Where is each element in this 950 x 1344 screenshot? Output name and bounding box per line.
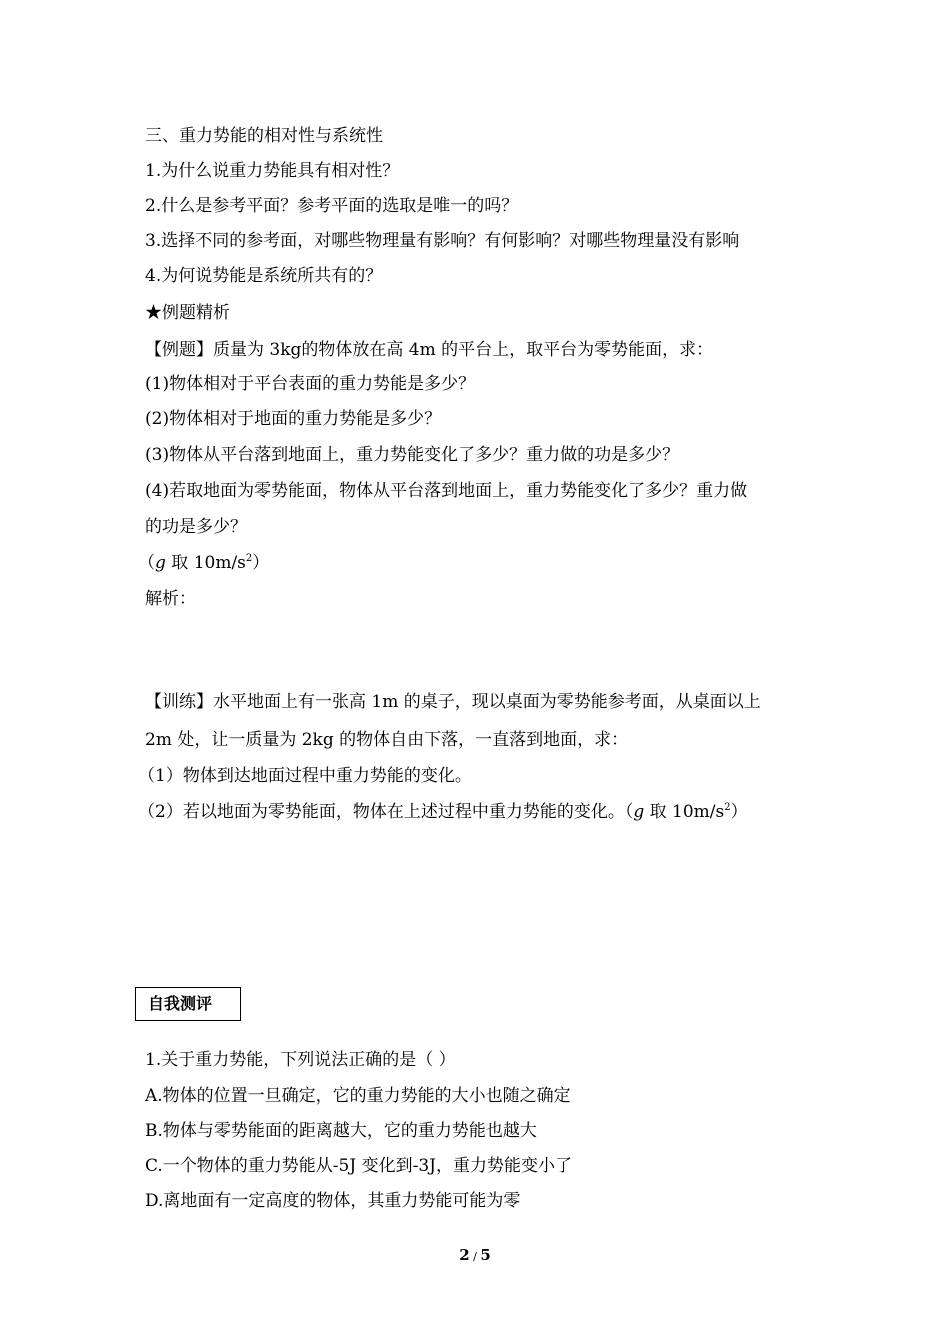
example-part-2: (2)物体相对于地面的重力势能是多少？ [145,409,442,429]
page-total: 5 [480,1246,491,1264]
training-g-value: 取 10m/s [644,802,725,822]
training-line-1: 【训练】水平地面上有一张高 1m 的桌子，现以桌面为零势能参考面，从桌面以上 [145,692,761,712]
example-heading: ★例题精析 [145,303,230,323]
question-2: 2.什么是参考平面？参考平面的选取是唯一的吗？ [145,196,519,216]
training-close: ） [730,802,748,822]
self-test-question: 1.关于重力势能，下列说法正确的是（ ） [145,1050,456,1070]
page-number [0,1245,950,1267]
question-3: 3.选择不同的参考面，对哪些物理量有影响？有何影响？对哪些物理量没有影响 [145,231,740,251]
self-test-label: 自我测评 [148,994,213,1013]
given-value: 取 10m/s [165,553,246,573]
training-part-2-text: （2）若以地面为零势能面，物体在上述过程中重力势能的变化。（ [138,802,634,822]
given-close: ） [252,553,270,573]
section-title: 三、重力势能的相对性与系统性 [145,126,383,146]
analysis-label: 解析： [145,589,196,609]
training-line-2: 2m 处，让一质量为 2kg 的物体自由下落，一直落到地面，求： [145,730,629,750]
option-d: D.离地面有一定高度的物体，其重力势能可能为零 [145,1191,521,1211]
example-part-4-cont: 的功是多少？ [145,517,247,537]
training-part-2 [138,802,748,822]
training-exponent: 2 [724,802,731,813]
example-given [138,553,269,573]
example-intro: 【例题】质量为 3kg的物体放在高 4m 的平台上，取平台为零势能面，求： [145,340,714,360]
example-part-1: (1)物体相对于平台表面的重力势能是多少？ [145,374,476,394]
option-c: C.一个物体的重力势能从-5J 变化到-3J，重力势能变小了 [145,1156,572,1176]
example-part-4: (4)若取地面为零势能面，物体从平台落到地面上，重力势能变化了多少？重力做 [145,481,748,501]
option-a: A.物体的位置一旦确定，它的重力势能的大小也随之确定 [145,1086,571,1106]
page-current: 2 [459,1246,470,1264]
option-b: B.物体与零势能面的距离越大，它的重力势能也越大 [145,1121,537,1141]
example-part-3: (3)物体从平台落到地面上，重力势能变化了多少？重力做的功是多少？ [145,445,680,465]
question-4: 4.为何说势能是系统所共有的？ [145,266,383,286]
training-part-1: （1）物体到达地面过程中重力势能的变化。 [138,766,472,786]
self-test-box [135,987,241,1021]
question-1: 1.为什么说重力势能具有相对性？ [145,161,400,181]
page-separator: / [469,1250,481,1263]
given-exponent: 2 [245,553,253,564]
given-open: （ [138,553,155,573]
training-g: g [633,802,645,822]
given-g: g [155,553,166,573]
